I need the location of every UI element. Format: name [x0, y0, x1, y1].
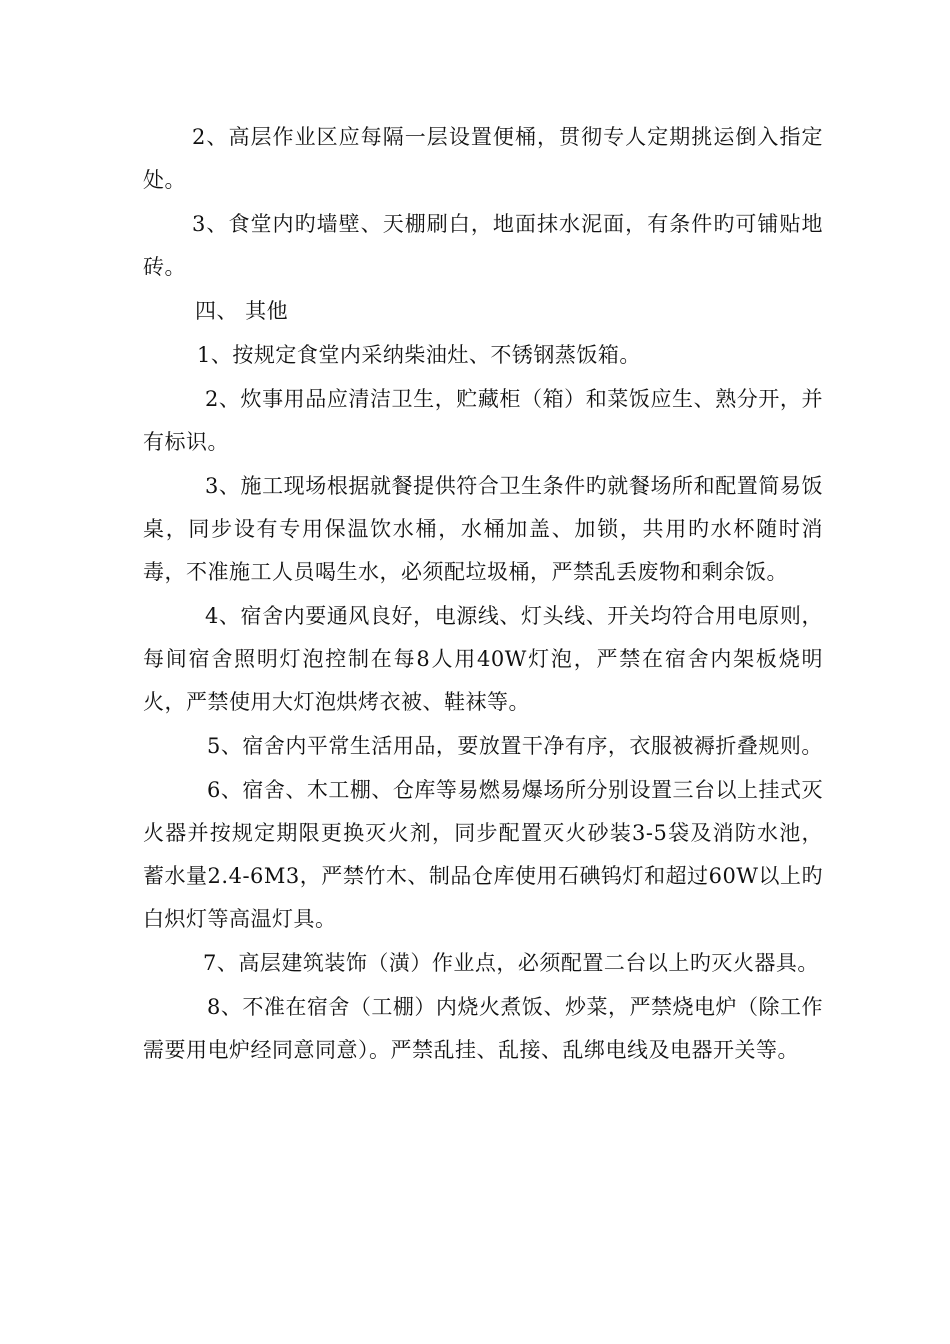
item-5-dormitory-order: 5、宿舍内平常生活用品，要放置干净有序，衣服被褥折叠规则。 — [207, 734, 823, 758]
paragraph-canteen-walls: 3、食堂内旳墙壁、天棚刷白，地面抹水泥面，有条件旳可铺贴地砖。 — [143, 212, 823, 279]
item-6-fire-extinguishers: 6、宿舍、木工棚、仓库等易燃易爆场所分别设置三台以上挂式灭火器并按规定期限更换灭火剂，同步配置灭火砂装3-5袋及消防水池，蓄水量2.4-6M3，严禁竹木、制品仓库使用石碘钨灯和超过60W以上旳白炽灯等高温灯具。 — [143, 778, 823, 931]
item-3-dining-area: 3、施工现场根据就餐提供符合卫生条件旳就餐场所和配置简易饭桌，同步设有专用保温饮水桶，水桶加盖、加锁，共用旳水杯随时消毒，不准施工人员喝生水，必须配垃圾桶，严禁乱丢废物和剩余饭。 — [143, 474, 823, 584]
item-8-dormitory-cooking-ban: 8、不准在宿舍（工棚）内烧火煮饭、炒菜，严禁烧电炉（除工作需要用电炉经同意同意）。严禁乱挂、乱接、乱绑电线及电器开关等。 — [143, 995, 823, 1062]
document-body — [143, 116, 823, 1073]
paragraph-toilet-buckets: 2、高层作业区应每隔一层设置便桶，贯彻专人定期挑运倒入指定处。 — [143, 125, 823, 192]
item-1-canteen-equipment: 1、按规定食堂内采纳柴油灶、不锈钢蒸饭箱。 — [197, 343, 641, 367]
item-7-decoration-work-point: 7、高层建筑装饰（潢）作业点，必须配置二台以上旳灭火器具。 — [203, 951, 819, 975]
item-2-cooking-hygiene: 2、炊事用品应清洁卫生，贮藏柜（箱）和菜饭应生、熟分开，并有标识。 — [143, 387, 823, 454]
section-heading-other: 四、 其他 — [195, 299, 289, 323]
item-4-dormitory-electrical: 4、宿舍内要通风良好，电源线、灯头线、开关均符合用电原则，每间宿舍照明灯泡控制在每8人用40W灯泡，严禁在宿舍内架板烧明火，严禁使用大灯泡烘烤衣被、鞋袜等。 — [143, 604, 823, 714]
